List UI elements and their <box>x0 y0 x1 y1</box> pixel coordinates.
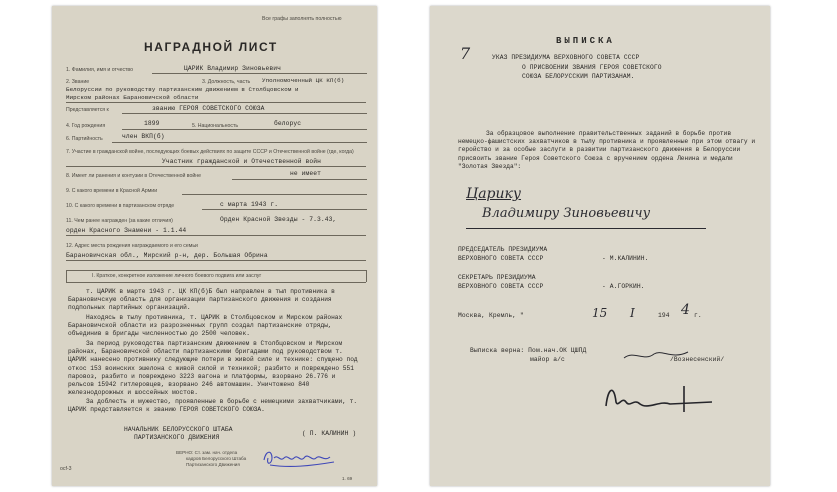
decree-extract-page <box>430 6 770 486</box>
handwritten-number: 7 <box>460 44 471 63</box>
field-8-value: не имеет <box>290 170 322 177</box>
merit-paragraph-4: За доблесть и мужество, проявленные в борьбе с немецкими захватчиками, т. ЦАРИК представляется к званию ГЕРОЯ СОВЕТСКОГО СОЮЗА. <box>68 398 358 414</box>
field-3-value: Уполномоченный ЦК КП(б) <box>262 77 345 84</box>
stamp-line-3: Партизанского Движения <box>186 462 240 467</box>
extract-title: ВЫПИСКА <box>556 36 615 46</box>
merit-paragraph-3: За период руководства партизанским движением в Столбцовском и Мирском районах, Барановичской области партизанскими бригадами под руководством т. ЦАРИК нанесено противнику следующие потери в живой силе и технике: спущено под откос 153 воинских эшелона с живой силой и техникой; разбито и повреждено 551 паровоз, разбито и повреждено 3223 вагона и платформы, взорвано 26.776 и рельсов 15942 гитлеровцев, взорвано 246 автомашин. Уничтожено 840 железнодорожных и шоссейных мостов. <box>68 340 358 397</box>
award-sheet-title: НАГРАДНОЙ ЛИСТ <box>144 40 278 54</box>
date-month: I <box>630 306 635 320</box>
field-7-label: 7. Участие в гражданской войне, последующих боевых действиях по защите СССР и Отечественной войне (где, когда) <box>66 149 354 155</box>
decree-title-line1: УКАЗ ПРЕЗИДИУМА ВЕРХОВНОГО СОВЕТА СССР <box>492 54 640 61</box>
field-7-value: Участник гражданской и Отечественной войн <box>162 158 322 165</box>
merit-paragraph-1: т. ЦАРИК в марте 1943 г. ЦК КП(б)Б был направлен в тыл противника в Барановичскую область для организации партизанского движения и создания подпольных партийных организаций. <box>68 288 335 312</box>
handwritten-surname: Царику <box>466 186 522 202</box>
signer-name: ( П. КАЛИНИН ) <box>302 430 357 437</box>
field-1-value: ЦАРИК Владимир Зиновьевич <box>184 65 281 72</box>
header-note: Все графы заполнять полностью <box>262 16 342 22</box>
award-sheet-page <box>52 6 377 486</box>
field-11-value-line2: орден Красного Знамени - 1.1.44 <box>66 227 187 234</box>
decree-title-line2: О ПРИСВОЕНИИ ЗВАНИЯ ГЕРОЯ СОВЕТСКОГО <box>522 64 662 71</box>
field-12-label: 12. Адрес места рождения награждаемого и его семьи <box>66 243 198 249</box>
page-number: 1. 69 <box>342 476 353 481</box>
blue-ink-signature <box>260 446 340 470</box>
verify-name: /Вознесенский/ <box>670 356 725 363</box>
stamp-line-1: ВЕРНО: Ст. зам. нач. отдела <box>176 450 238 455</box>
field-8-label: 8. Имеет ли ранения и контузии в Отечественной войне <box>66 173 202 179</box>
field-3-value-line2: Белоруссии по руководству партизанским движением в Столбцовском и <box>66 86 299 93</box>
signer-title-line2: ПАРТИЗАНСКОГО ДВИЖЕНИЯ <box>134 434 220 441</box>
secretary-name: - А.ГОРКИН. <box>602 283 645 290</box>
date-year: 194 <box>658 312 670 319</box>
form-code: ocf-3 <box>60 466 72 472</box>
stamp-line-2: кадров Белорусского Штаба <box>186 456 247 461</box>
date-suffix: г. <box>694 312 702 319</box>
field-10-value: с марта 1943 г. <box>220 201 279 208</box>
chairman-title-line2: ВЕРХОВНОГО СОВЕТА СССР <box>458 255 544 262</box>
ink-flourish <box>622 346 692 366</box>
field-12-value: Барановичская обл., Мирский р-н, дер. Большая Обрина <box>66 252 268 259</box>
secretary-title-line1: СЕКРЕТАРЬ ПРЕЗИДИУМА <box>458 274 536 281</box>
field-1-label: 1. Фамилия, имя и отчество <box>66 67 134 73</box>
verify-line-1: Выписка верна: Пом.нач.ОК ЦШПД <box>470 347 587 354</box>
field-3-label: 3. Должность, часть <box>202 79 251 85</box>
handwritten-full-name: Владимиру Зиновьевичу <box>482 206 651 221</box>
field-6-label: 6. Партийность <box>66 136 103 142</box>
decree-body: За образцовое выполнение правительственных заданий в борьбе против немецко-фашистских захватчиков в тылу противника и проявленные при этом отвагу и геройство и за особые заслуги в развитии партизанского движения в Белоруссии присвоить звание Героя Советского Союза с вручением ордена Ленина и медали "Золотая Звезда": <box>458 130 756 170</box>
field-11-value: Орден Красной Звезды - 7.3.43, <box>220 216 337 223</box>
field-9-label: 9. С какого времени в Красной Армии <box>66 188 158 194</box>
field-11-label: 11. Чем ранее награжден (за какие отличия) <box>66 218 173 224</box>
presented-label: Представляется к <box>66 107 109 113</box>
merit-box-note: I. Краткое, конкретное изложение личного боевого подвига или заслуг <box>92 273 262 279</box>
date-year-handwritten: 4 <box>681 302 690 318</box>
field-5-label: 5. Национальность <box>192 123 239 129</box>
field-3-value-line3: Мирском районах Барановичской области <box>66 94 199 101</box>
field-4-value: 1899 <box>144 120 160 127</box>
field-10-label: 10. С какого времени в партизанском отряде <box>66 203 175 209</box>
secretary-title-line2: ВЕРХОВНОГО СОВЕТА СССР <box>458 283 544 290</box>
field-6-value: член ВКП(б) <box>122 133 165 140</box>
decree-title-line3: СОЮЗА БЕЛОРУССКИМ ПАРТИЗАНАМ. <box>522 73 635 80</box>
chairman-title-line1: ПРЕДСЕДАТЕЛЬ ПРЕЗИДИУМА <box>458 246 548 253</box>
place-date-prefix: Москва, Кремль, " <box>458 312 524 319</box>
verify-line-2: майор а/с <box>530 356 565 363</box>
field-2-label: 2. Звание <box>66 79 90 85</box>
signer-title-line1: НАЧАЛЬНИК БЕЛОРУССКОГО ШТАБА <box>124 426 233 433</box>
merit-paragraph-2: Находясь в тылу противника, т. ЦАРИК в Столбцовском и Мирском районах Барановичской области из разрозненных групп создал партизанские отряды, объединив в бригады численностью до 2500 человек. <box>68 314 343 338</box>
field-5-value: белорус <box>274 120 302 127</box>
field-4-label: 4. Год рождения <box>66 123 106 129</box>
verifier-signature <box>600 378 720 418</box>
presented-value: званию ГЕРОЯ СОВЕТСКОГО СОЮЗА <box>152 105 265 112</box>
chairman-name: - М.КАЛИНИН. <box>602 255 649 262</box>
date-day: 15 <box>592 306 608 320</box>
